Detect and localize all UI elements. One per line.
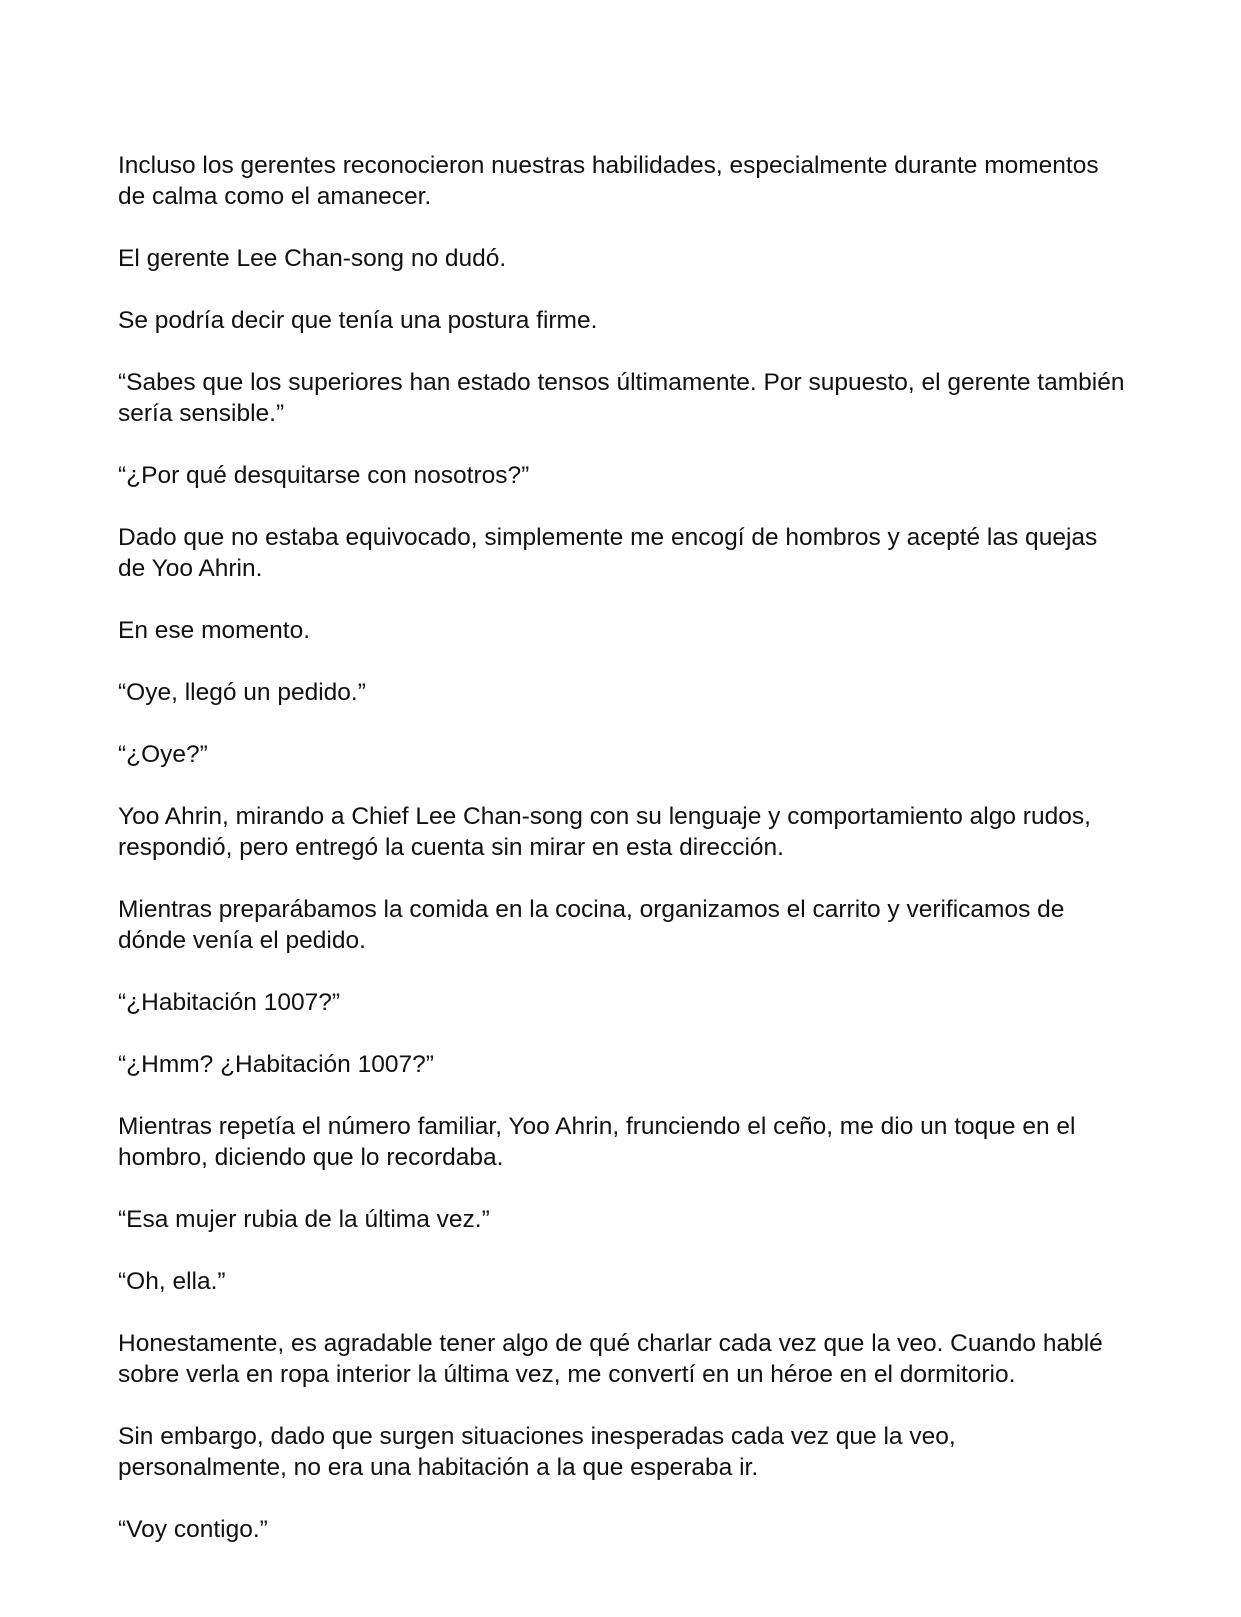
paragraph: El gerente Lee Chan-song no dudó. [118, 245, 507, 272]
document-body [118, 150, 1128, 1576]
paragraph: “¿Habitación 1007?” [118, 989, 340, 1016]
paragraph: “Voy contigo.” [118, 1516, 268, 1543]
paragraph: Mientras preparábamos la comida en la cocina, organizamos el carrito y verificamos de dónde venía el pedido. [118, 896, 1065, 954]
paragraph: “Oye, llegó un pedido.” [118, 679, 366, 706]
paragraph: Incluso los gerentes reconocieron nuestras habilidades, especialmente durante momentos de calma como el amanecer. [118, 152, 1099, 210]
paragraph: “Sabes que los superiores han estado tensos últimamente. Por supuesto, el gerente también sería sensible.” [118, 369, 1125, 427]
paragraph: “Esa mujer rubia de la última vez.” [118, 1206, 490, 1233]
paragraph: Sin embargo, dado que surgen situaciones inesperadas cada vez que la veo, personalmente, no era una habitación a la que esperaba ir. [118, 1423, 956, 1481]
paragraph: Se podría decir que tenía una postura firme. [118, 307, 598, 334]
paragraph: En ese momento. [118, 617, 311, 644]
paragraph: “Oh, ella.” [118, 1268, 226, 1295]
paragraph: Honestamente, es agradable tener algo de qué charlar cada vez que la veo. Cuando hablé sobre verla en ropa interior la última vez, me convertí en un héroe en el dormitorio. [118, 1330, 1103, 1388]
paragraph: “¿Oye?” [118, 741, 208, 768]
paragraph: “¿Hmm? ¿Habitación 1007?” [118, 1051, 434, 1078]
paragraph: “¿Por qué desquitarse con nosotros?” [118, 462, 530, 489]
paragraph: Dado que no estaba equivocado, simplemente me encogí de hombros y acepté las quejas de Yoo Ahrin. [118, 524, 1098, 582]
paragraph: Yoo Ahrin, mirando a Chief Lee Chan-song con su lenguaje y comportamiento algo rudos, respondió, pero entregó la cuenta sin mirar en esta dirección. [118, 803, 1091, 861]
paragraph: Mientras repetía el número familiar, Yoo Ahrin, frunciendo el ceño, me dio un toque en el hombro, diciendo que lo recordaba. [118, 1113, 1076, 1171]
